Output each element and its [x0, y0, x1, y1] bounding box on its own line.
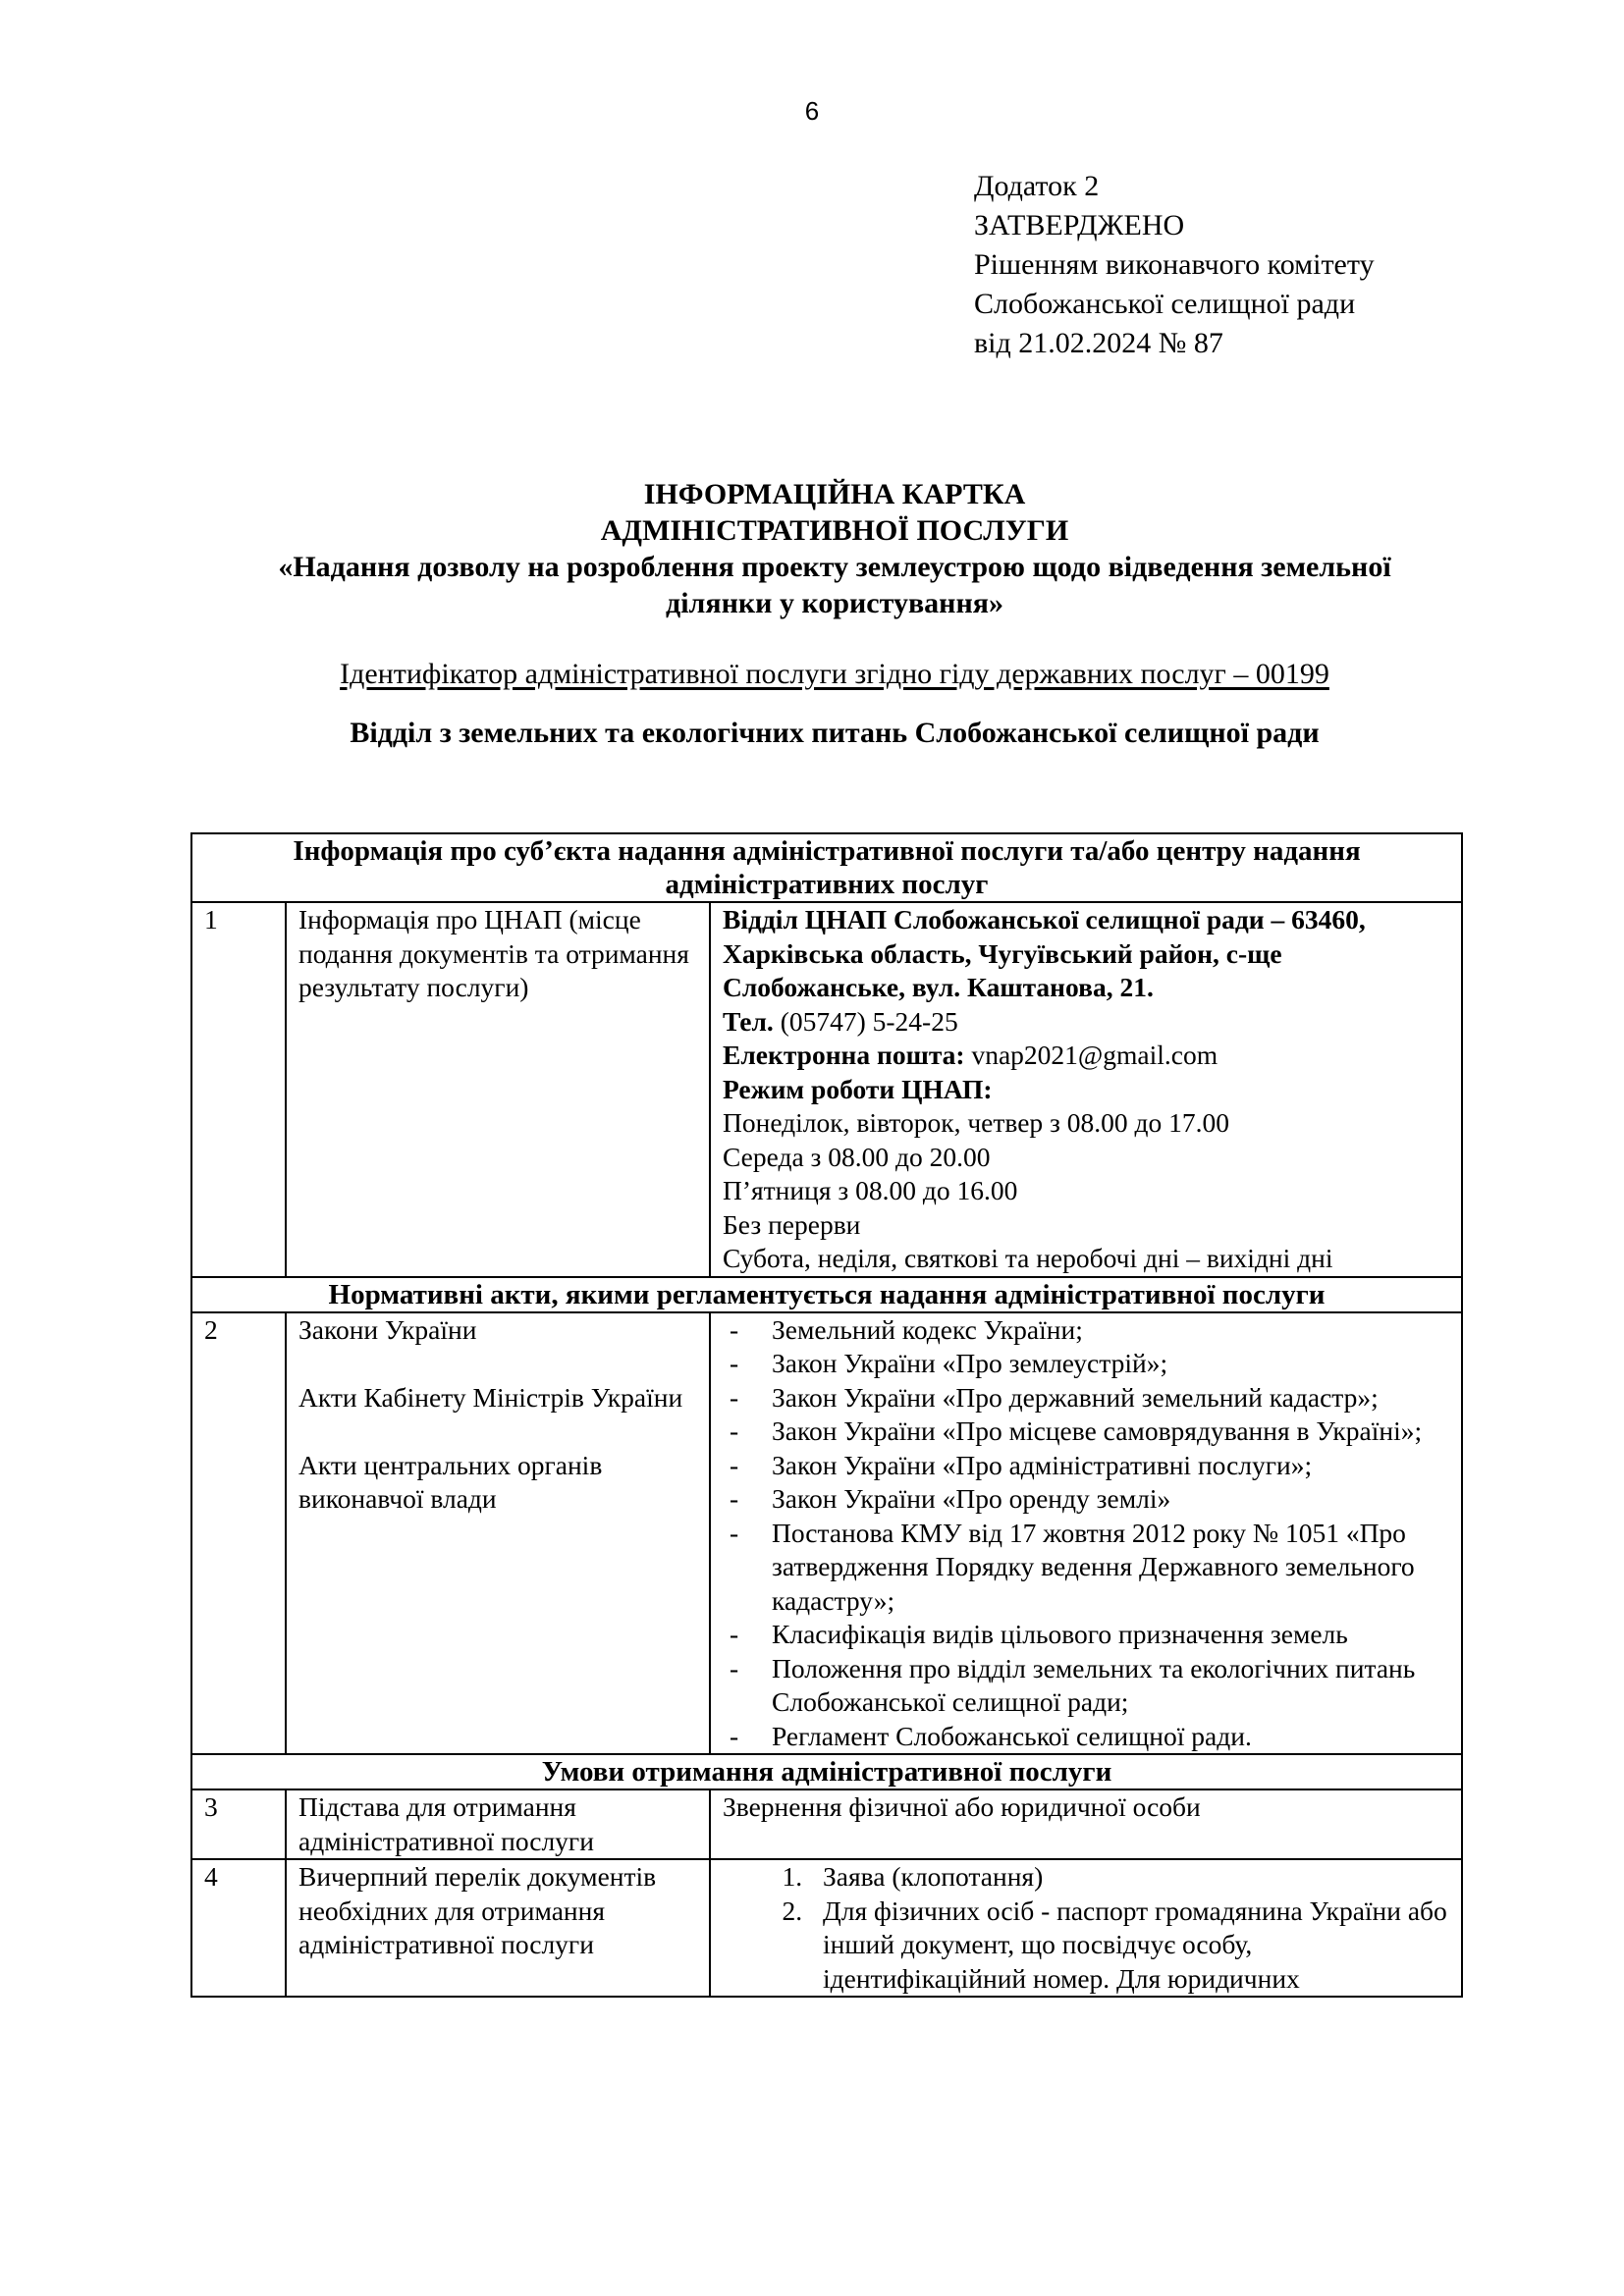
table-row: [191, 1789, 1462, 1859]
approval-council: Слобожанської селищної ради: [974, 288, 1356, 320]
row-number: 4: [191, 1859, 286, 1997]
hours-label: Режим роботи ЦНАП:: [723, 1073, 993, 1104]
list-item: - Закон України «Про землеустрій»;: [772, 1347, 1449, 1381]
row-number: 2: [191, 1312, 286, 1755]
title-line-3: «Надання дозволу на розроблення проекту землеустрою щодо відведення земельної: [278, 551, 1391, 583]
cnap-address: Відділ ЦНАП Слобожанської селищної ради – 63460, Харківська область, Чугуївський район, с-ще Слобожанське, вул. Каштанова, 21.: [723, 904, 1366, 1002]
phone-value: (05747) 5-24-25: [773, 1005, 958, 1037]
document-title: [177, 476, 1492, 621]
list-item: - Положення про відділ земельних та екологічних питань Слобожанської селищної ради;: [772, 1652, 1449, 1720]
section-header-row: [191, 833, 1462, 902]
list-item: - Регламент Слобожанської селищної ради.: [772, 1720, 1449, 1754]
cnap-phone: [723, 1005, 1449, 1040]
phone-label: Тел.: [723, 1005, 774, 1037]
documents-list: [723, 1860, 1449, 1996]
row-value: [710, 1859, 1462, 1997]
title-line-4: ділянки у користування»: [666, 587, 1003, 619]
approval-date: від 21.02.2024 № 87: [974, 327, 1223, 359]
section-header-row: [191, 1277, 1462, 1312]
list-item: - Закон України «Про адміністративні послуги»;: [772, 1449, 1449, 1483]
list-item: - Закон України «Про місцеве самоврядування в Україні»;: [772, 1415, 1449, 1449]
service-identifier: Ідентифікатор адміністративної послуги згідно гіду державних послуг – 00199: [340, 658, 1329, 690]
list-item: - Закон України «Про оренду землі»: [772, 1482, 1449, 1517]
approval-decision: Рішенням виконавчого комітету: [974, 248, 1375, 281]
approval-appendix: Додаток 2: [974, 170, 1100, 202]
list-item: 1. Заява (клопотання): [809, 1860, 1449, 1895]
title-line-2: АДМІНІСТРАТИВНОЇ ПОСЛУГИ: [600, 514, 1069, 547]
list-item: 2. Для фізичних осіб - паспорт громадянина України або інший документ, що посвідчує особу, ідентифікаційний номер. Для юридичних: [809, 1895, 1449, 1997]
row-value: [710, 1312, 1462, 1755]
section-header-subject: Інформація про суб’єкта надання адміністративної послуги та/або центру надання адміністративних послуг: [191, 833, 1462, 902]
title-line-1: ІНФОРМАЦІЙНА КАРТКА: [643, 478, 1026, 510]
label-central-acts: Акти центральних органів виконавчої влади: [298, 1449, 603, 1514]
page-number: 6: [804, 96, 820, 126]
table-row: [191, 902, 1462, 1277]
hours-line: Субота, неділя, святкові та неробочі дні – вихідні дні: [723, 1243, 1333, 1273]
department-name: Відділ з земельних та екологічних питань Слобожанської селищної ради: [350, 717, 1320, 749]
row-label: Підстава для отримання адміністративної послуги: [286, 1789, 710, 1859]
email-value: vnap2021@gmail.com: [964, 1040, 1218, 1070]
table-row: [191, 1859, 1462, 1997]
hours-line: П’ятниця з 08.00 до 16.00: [723, 1175, 1018, 1205]
info-table: [190, 832, 1463, 1998]
row-label: Інформація про ЦНАП (місце подання документів та отримання результату послуги): [286, 902, 710, 1277]
hours-line: Середа з 08.00 до 20.00: [723, 1141, 991, 1172]
approval-approved: ЗАТВЕРДЖЕНО: [974, 209, 1185, 241]
row-value: Звернення фізичної або юридичної особи: [710, 1789, 1462, 1859]
row-label: [286, 1312, 710, 1755]
row-value: [710, 902, 1462, 1277]
list-item: - Класифікація видів цільового призначення земель: [772, 1618, 1449, 1652]
list-item: - Закон України «Про державний земельний кадастр»;: [772, 1381, 1449, 1415]
table-row: [191, 1312, 1462, 1755]
list-item: - Земельний кодекс України;: [772, 1313, 1449, 1348]
approval-stamp: [974, 167, 1375, 363]
section-header-row: [191, 1754, 1462, 1789]
label-cabinet-acts: Акти Кабінету Міністрів України: [298, 1381, 683, 1413]
row-number: 1: [191, 902, 286, 1277]
row-label: Вичерпний перелік документів необхідних для отримання адміністративної послуги: [286, 1859, 710, 1997]
section-header-regulations: Нормативні акти, якими регламентується надання адміністративної послуги: [191, 1277, 1462, 1312]
email-label: Електронна пошта:: [723, 1040, 965, 1070]
acts-list: [723, 1313, 1449, 1754]
row-number: 3: [191, 1789, 286, 1859]
list-item: - Постанова КМУ від 17 жовтня 2012 року № 1051 «Про затвердження Порядку ведення Державного земельного кадастру»;: [772, 1517, 1449, 1619]
label-laws: Закони України: [298, 1313, 477, 1345]
cnap-email: [723, 1039, 1449, 1073]
section-header-conditions: Умови отримання адміністративної послуги: [191, 1754, 1462, 1789]
hours-line: Без перерви: [723, 1208, 861, 1240]
hours-line: Понеділок, вівторок, четвер з 08.00 до 17.00: [723, 1107, 1230, 1138]
